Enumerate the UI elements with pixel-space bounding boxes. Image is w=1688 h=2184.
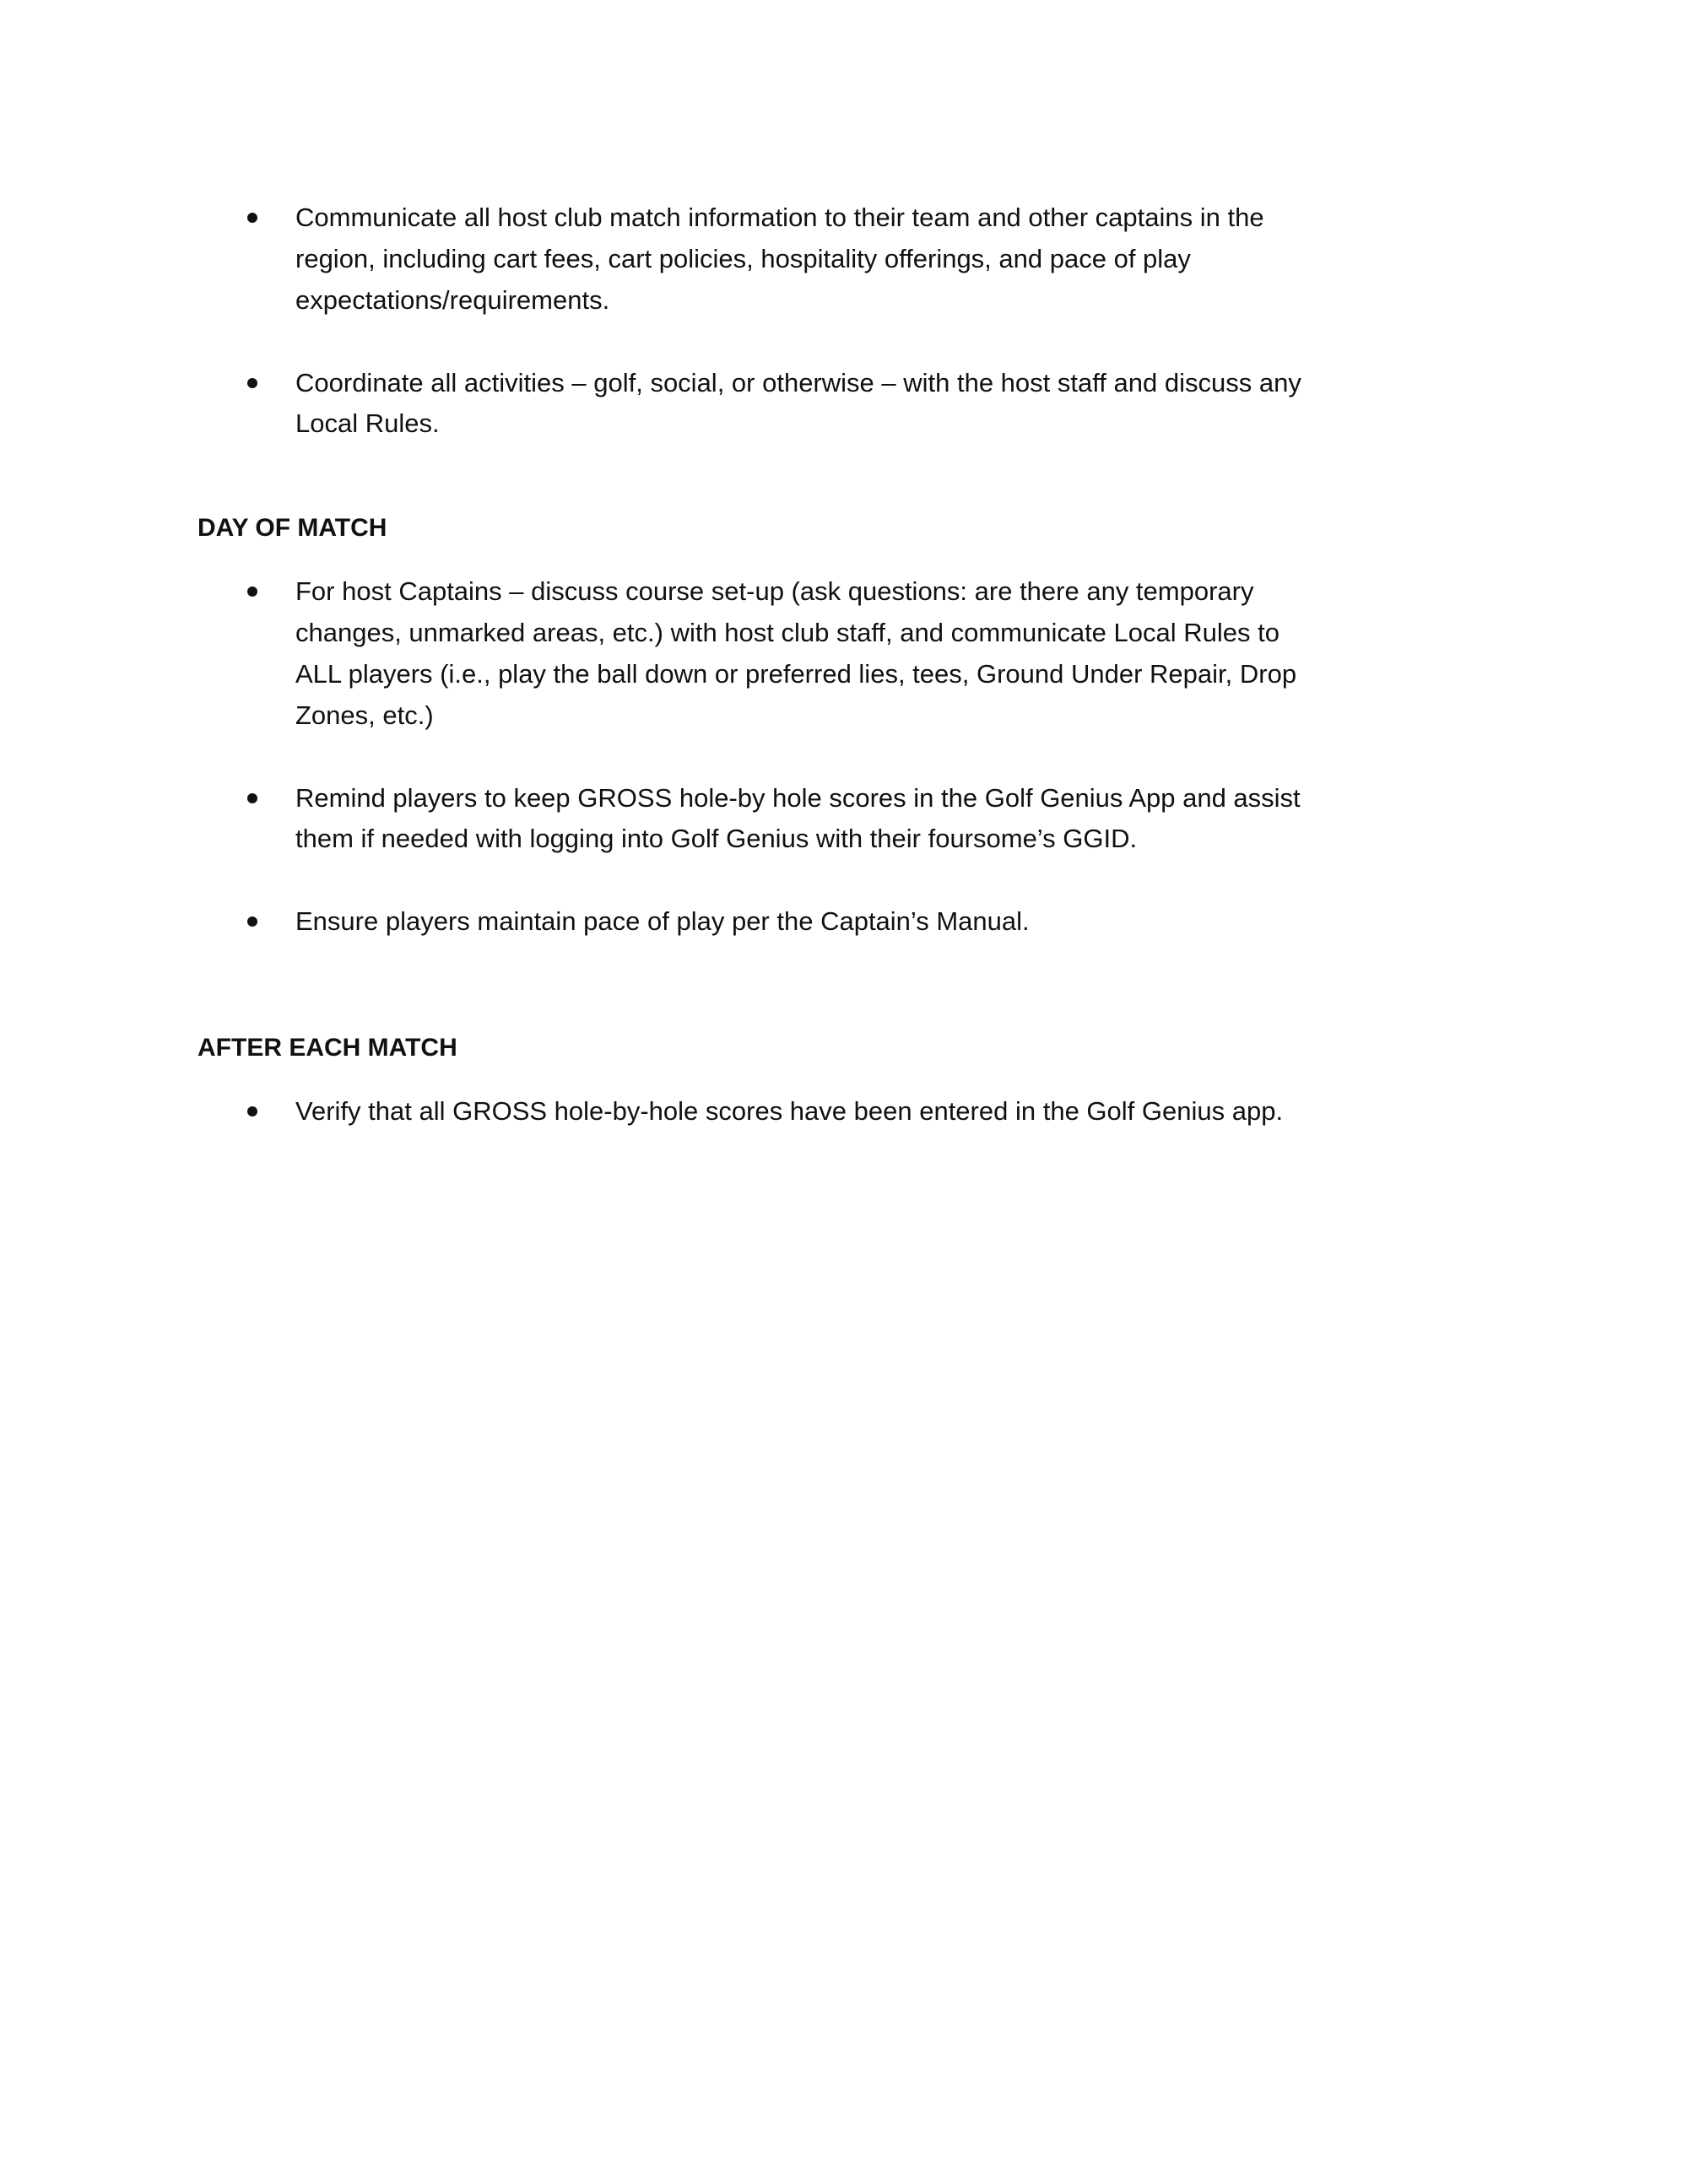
item-text-line: Verify that all GROSS hole-by-hole scores have been entered in the Golf Genius app. [295,1096,1284,1126]
item-text-line: Zones, etc.) [295,700,434,730]
item-text-line: Ensure players maintain pace of play per the Captain’s Manual. [295,906,1030,936]
bullet-icon [247,793,257,803]
item-text-line: expectations/requirements. [295,285,610,315]
item-text-line: Local Rules. [295,408,440,438]
item-text-line: region, including cart fees, cart policies, hospitality offerings, and pace of play [295,244,1191,273]
item-text-line: For host Captains – discuss course set-up (ask questions: are there any temporary [295,576,1254,606]
bullet-icon [247,213,257,223]
bullet-icon [247,587,257,597]
item-text-line: them if needed with logging into Golf Genius with their foursome’s GGID. [295,824,1138,853]
item-text-line: changes, unmarked areas, etc.) with host club staff, and communicate Local Rules to [295,618,1280,647]
bullet-icon [247,916,257,927]
bullet-icon [247,378,257,388]
item-text-line: ALL players (i.e., play the ball down or preferred lies, tees, Ground Under Repair, Drop [295,659,1297,689]
item-text-line: Coordinate all activities – golf, social, or otherwise – with the host staff and discuss any [295,368,1301,397]
bullet-icon [247,1106,257,1116]
item-text-line: Communicate all host club match information to their team and other captains in the [295,203,1264,232]
section-heading-after-each-match: AFTER EACH MATCH [197,1034,457,1062]
item-text-line: Remind players to keep GROSS hole-by hole scores in the Golf Genius App and assist [295,783,1301,813]
section-heading-day-of-match: DAY OF MATCH [197,514,387,542]
